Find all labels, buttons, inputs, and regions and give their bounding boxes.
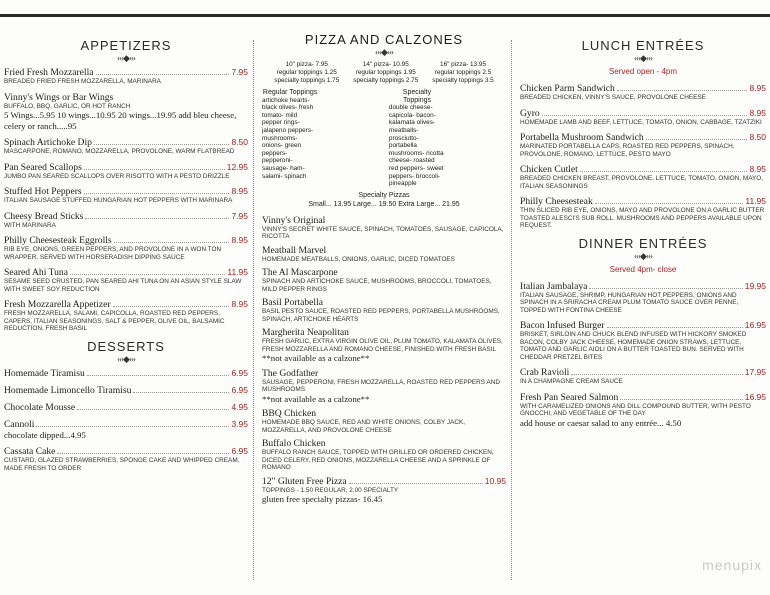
leader-dots: [94, 144, 230, 145]
menu-item: [262, 408, 506, 434]
leader-dots: [607, 327, 743, 328]
ornament-icon: ‹‹‹◆›››: [117, 53, 135, 63]
item-name: The Al Mascarpone: [262, 267, 338, 279]
item-row: [262, 297, 506, 308]
leader-dots: [113, 306, 230, 307]
item-row: [520, 320, 766, 331]
item-desc: MARINATED PORTABELLA CAPS, ROASTED RED PEPPERS, SPINACH, PROVOLONE, ROMANO, LETTUCE, PESTO MAYO: [520, 143, 735, 158]
item-name: Cannoli: [4, 418, 35, 430]
item-row: [4, 402, 248, 413]
item-row: [262, 215, 506, 226]
item-row: [4, 211, 248, 222]
item-name: BBQ Chicken: [262, 408, 317, 420]
size-regular: regular toppings 1.25: [276, 69, 337, 76]
item-name: Fresh Mozzarella Appetizer: [4, 299, 111, 310]
leader-dots: [96, 74, 230, 75]
item-price: 7.95: [231, 210, 248, 221]
item-row: [4, 385, 248, 396]
item-desc: RIB EYE, ONIONS, GREEN PEPPERS, AND PROVOLONE IN A WON TON WRAPPER, SERVED WITH HORSERADISH DIPPING SAUCE: [4, 246, 222, 261]
dinner-served: Served 4pm- close: [609, 264, 677, 274]
pizza-title: PIZZA AND CALZONES: [304, 32, 464, 47]
item-price: 6.95: [231, 384, 248, 395]
item-row: [262, 327, 506, 338]
dinner-list: [520, 281, 766, 429]
item-desc: HOMEMADE BBQ SAUCE, RED AND WHITE ONIONS, COLBY JACK, MOZZARELLA, AND PROVOLONE CHEESE: [262, 419, 465, 434]
regular-toppings: [262, 89, 379, 188]
item-row: [4, 137, 248, 148]
item-name: Stuffed Hot Peppers: [4, 186, 82, 197]
item-name: Homemade Limoncello Tiramisu: [4, 384, 132, 396]
menu-item: [520, 320, 766, 361]
menu-item: [262, 327, 506, 364]
leader-dots: [133, 392, 229, 393]
menu-item: [520, 196, 766, 230]
item-name: Chicken Parm Sandwich: [520, 83, 615, 94]
item-row: [4, 446, 248, 457]
size-specialty: specialty toppings 1.75: [274, 77, 340, 84]
item-row: [262, 368, 506, 379]
leader-dots: [620, 399, 742, 400]
pizza-list: [262, 215, 506, 472]
ornament-icon: ‹‹‹◆›››: [375, 47, 393, 57]
item-row: [4, 235, 248, 246]
dinner-title: DINNER ENTRÉES: [578, 235, 708, 251]
leader-dots: [36, 426, 229, 427]
item-row: [520, 132, 766, 143]
item-price: 7.95: [231, 67, 248, 77]
item-extra: add house or caesar salad to any entrée... 4.50: [520, 417, 682, 428]
item-name: Cassata Cake: [4, 446, 56, 457]
item-desc: FRESH MOZZARELLA, SALAMI, CAPICOLLA, ROASTED RED PEPPERS, CAPERS, ITALIAN SEASONINGS, SALT & PEPPER, OLIVE OIL, BALSAMIC REDUCTION, FRESH BASIL: [4, 310, 225, 332]
item-name: Seared Ahi Tuna: [4, 267, 68, 278]
leader-dots: [617, 90, 748, 91]
size-regular: regular toppings 1.95: [355, 69, 416, 76]
watermark: menupix: [702, 557, 762, 573]
menu-item: [4, 67, 248, 86]
item-name: Gyro: [520, 107, 540, 119]
item-extra: chocolate dipped...4.95: [4, 429, 86, 440]
item-name: Pan Seared Scallops: [4, 161, 82, 173]
item-desc: FRESH GARLIC, EXTRA VIRGIN OLIVE OIL, PLUM TOMATO, KALAMATA OLIVES, FRESH MOZZARELLA AND ROMANO CHEESE, FINISHED WITH FRESH BASIL: [262, 338, 503, 353]
item-price: 16.95: [744, 391, 766, 402]
item-desc: BUFFALO, BBQ, GARLIC, OR HOT RANCH: [4, 102, 131, 110]
menu-item: [4, 211, 248, 230]
item-name: Fresh Pan Seared Salmon: [520, 391, 619, 403]
menu-item: [262, 245, 506, 264]
right-column: [520, 28, 766, 591]
item-desc: WITH CARAMELIZED ONIONS AND DILL COMPOUND BUTTER, WITH PESTO GNOCCHI, AND VEGETABLE OF THE DAY: [520, 402, 751, 417]
leader-dots: [57, 453, 229, 454]
item-desc: CUSTARD, GLAZED STRAWBERRIES, SPONGE CAKE AND WHIPPED CREAM, MADE FRESH TO ORDER: [4, 457, 240, 472]
menu-item: [4, 92, 248, 132]
item-desc: BREADED FRIED FRESH MOZZARELLA, MARINARA: [4, 78, 161, 85]
specialty-toppings: [389, 89, 506, 188]
item-row: [520, 83, 766, 94]
item-row: [262, 408, 506, 419]
item-note: **not available as a calzone**: [262, 353, 370, 364]
menu-item: [262, 215, 506, 241]
item-row: [520, 281, 766, 292]
item-desc: WITH MARINARA: [4, 221, 56, 229]
menu-item: [262, 438, 506, 472]
item-price: 3.95: [231, 418, 248, 429]
item-row: [4, 368, 248, 379]
item-desc: SAUSAGE, PEPPERONI, FRESH MOZZARELLA, ROASTED RED PEPPERS AND MUSHROOMS: [262, 378, 500, 394]
specialty-pizzas-heading: Specialty Pizzas: [358, 191, 410, 199]
item-desc: VINNY'S SECRET WHITE SAUCE, SPINACH, TOMATOES, SAUSAGE, CAPICOLA, RICOTTA: [262, 225, 504, 241]
leader-dots: [646, 139, 748, 140]
menu-item: [262, 267, 506, 293]
item-desc: MASCARPONE, ROMANO, MOZZARELLA, PROVOLONE, WARM FLATBREAD: [4, 148, 235, 155]
item-price: 10.95: [484, 475, 506, 486]
desserts-title: DESSERTS: [87, 338, 165, 354]
menu-item: [520, 367, 766, 386]
menu-item: [4, 299, 248, 333]
item-name: Buffalo Chicken: [262, 438, 326, 450]
item-row: [262, 267, 506, 278]
item-name: The Godfather: [262, 367, 319, 379]
pizza-size: [432, 61, 493, 85]
toppings-block: [262, 89, 506, 188]
leader-dots: [87, 375, 230, 376]
item-name: Basil Portabella: [262, 297, 324, 309]
specialty-toppings-heading: Specialty Toppings: [402, 89, 432, 104]
menu-item: [4, 446, 248, 472]
item-price: 8.50: [231, 137, 248, 147]
item-price: 6.95: [231, 367, 248, 378]
item-row: [4, 186, 248, 197]
item-price: 8.95: [231, 299, 248, 309]
leader-dots: [542, 115, 748, 116]
leader-dots: [77, 409, 229, 410]
ornament-icon: ‹‹‹◆›››: [634, 53, 652, 63]
item-desc: BREADED CHICKEN, VINNY'S SAUCE, PROVOLONE CHEESE: [520, 94, 706, 101]
item-desc: THIN SLICED RIB EYE, ONIONS, MAYO AND PROVOLONE ON A GARLIC BUTTER TOASTED ALESCI'S SUB ROLL. MUSHROOMS AND PEPPERS AVAILABLE UPON REQUEST.: [520, 207, 765, 229]
lunch-served: Served open - 4pm: [608, 67, 678, 76]
item-name: Italian Jambalaya: [520, 280, 588, 292]
leader-dots: [114, 242, 230, 243]
item-price: 16.95: [744, 320, 766, 330]
size-specialty: specialty toppings 3.5: [432, 77, 494, 84]
desserts-list: [4, 368, 248, 473]
item-desc: SESAME SEED CRUSTED, PAN SEARED AHI TUNA ON AN ASIAN STYLE SLAW WITH SWEET SOY REDUCTION: [4, 278, 242, 293]
leader-dots: [589, 288, 742, 289]
leader-dots: [349, 483, 483, 484]
item-row: [520, 164, 766, 175]
pizza-sizes: [262, 61, 506, 85]
item-row: [262, 245, 506, 256]
item-row: [520, 392, 766, 403]
pizza-size: [274, 61, 339, 85]
item-row: [520, 196, 766, 207]
leader-dots: [580, 171, 748, 172]
item-name: Meatball Marvel: [262, 244, 327, 256]
item-price: 19.95: [744, 280, 766, 291]
specialty-toppings-list: double cheese- capicola- bacon- kalamata olives- meatballs- prosciutto- portabella mushrooms- ricotta cheese- roasted red peppers- sweet peppers- broccoli- pineapple: [388, 104, 444, 188]
item-name: Spinach Artichoke Dip: [4, 137, 92, 148]
item-name: Philly Cheesesteak: [520, 196, 593, 207]
leader-dots: [595, 203, 744, 204]
item-desc: HOMEMADE LAMB AND BEEF, LETTUCE, TOMATO, ONION, CABBAGE, TZATZIKI: [520, 118, 762, 126]
item-name: Fried Fresh Mozzarella: [4, 67, 94, 78]
leader-dots: [84, 193, 230, 194]
size-price: 16" pizza- 13.95: [440, 61, 486, 68]
middle-column: [262, 28, 506, 591]
item-name: Cheesy Bread Sticks: [4, 210, 84, 222]
item-desc: JUMBO PAN SEARED SCALLOPS OVER RISOTTO WITH A PESTO DRIZZLE: [4, 172, 230, 180]
item-row: [4, 299, 248, 310]
pizza-size: [353, 61, 418, 85]
item-row: [4, 162, 248, 173]
appetizers-list: [4, 67, 248, 333]
item-price: 11.95: [227, 267, 248, 277]
size-specialty: specialty toppings 2.75: [353, 77, 419, 84]
menu-item: [520, 281, 766, 315]
ornament-icon: ‹‹‹◆›››: [634, 250, 652, 261]
leader-dots: [70, 274, 225, 275]
menu-item: [4, 137, 248, 156]
item-note: **not available as a calzone**: [262, 393, 370, 404]
item-desc: ITALIAN SAUSAGE STUFFED HUNGARIAN HOT PEPPERS WITH MARINARA: [4, 197, 233, 204]
item-name: 12" Gluten Free Pizza: [262, 475, 347, 487]
item-desc: BREADED CHICKEN BREAST, PROVOLONE, LETTUCE, TOMATO, ONION, MAYO, ITALIAN SEASONINGS: [520, 175, 764, 190]
item-extra: gluten free specialty pizzas- 16.45: [262, 494, 383, 505]
item-price: 8.95: [749, 164, 766, 174]
menu-item: [262, 297, 506, 323]
size-price: 14" pizza- 10.95: [362, 61, 409, 68]
regular-toppings-heading: Regular Toppings: [262, 89, 318, 96]
regular-toppings-list: artichoke hearts- black olives- fresh tomato- mild pepper rings- jalapeno peppers- mushrooms- onions- green peppers- pepperoni- sausage- ham- salami- spinach: [262, 96, 314, 180]
menu-item: [4, 186, 248, 205]
menu-item: [4, 162, 248, 181]
item-name: Crab Ravioli: [520, 367, 570, 378]
item-row: [4, 267, 248, 278]
item-price: 17.95: [744, 367, 766, 377]
item-name: Bacon Infused Burger: [520, 320, 605, 331]
appetizers-title: APPETIZERS: [80, 38, 172, 53]
menu-item: [520, 83, 766, 102]
menu-item: [4, 235, 248, 261]
column-divider: [253, 40, 254, 580]
item-row: [262, 438, 506, 449]
specialty-pizzas-prices: Small... 13.95 Large... 19.50 Extra Large... 21.95: [308, 200, 460, 208]
item-desc: BRISKET, SIRLOIN AND CHUCK BLEND INFUSED WITH HICKORY SMOKED BACON, COLBY JACK CHEESE, HOMEMADE ONION STRAWS, LETTUCE, TOMATO AND GARLIC AIOLI ON A BUTTER TOASTED BUN. SERVED WITH CHEDDAR PRETZEL BITES: [520, 331, 747, 361]
leader-dots: [571, 374, 742, 375]
top-rule: [0, 14, 770, 17]
menu-item: [4, 267, 248, 293]
item-name: Margherita Neapolitan: [262, 327, 349, 339]
menu-item: [262, 368, 506, 405]
item-name: Chocolate Mousse: [4, 401, 76, 413]
item-name: Vinny's Wings or Bar Wings: [4, 91, 114, 103]
size-regular: regular toppings 2.5: [434, 69, 492, 76]
item-name: Homemade Tiramisu: [4, 367, 85, 379]
leader-dots: [85, 218, 229, 219]
menu-item: [520, 392, 766, 429]
item-price: 11.95: [745, 196, 766, 206]
menu-item: [520, 132, 766, 158]
lunch-title: LUNCH ENTRÉES: [581, 38, 705, 53]
lunch-list: [520, 83, 766, 230]
menu-item: [520, 108, 766, 127]
menu-item: [4, 419, 248, 441]
column-divider: [511, 40, 512, 580]
item-desc: BASIL PESTO SAUCE, ROASTED RED PEPPERS, PORTABELLA MUSHROOMS, SPINACH, ARTICHOKE HEARTS: [262, 308, 500, 323]
item-price: 12.95: [226, 161, 248, 172]
specialty-pizzas: [262, 191, 506, 209]
item-row: [520, 367, 766, 378]
item-price: 8.95: [749, 83, 766, 93]
left-column: [4, 28, 248, 591]
item-desc: TOPPINGS - 1.50 REGULAR, 2.00 SPECIALTY: [262, 486, 399, 494]
item-price: 6.95: [231, 446, 248, 456]
item-desc: HOMEMADE MEATBALLS, ONIONS, GARLIC, DICED TOMATOES: [262, 255, 455, 263]
item-name: Chicken Cutlet: [520, 164, 578, 175]
menu-item: [4, 402, 248, 413]
item-row: [4, 67, 248, 78]
item-price: 4.95: [231, 401, 248, 412]
item-desc: SPINACH AND ARTICHOKE SAUCE, MUSHROOMS, BROCCOLI, TOMATOES, MILD PEPPER RINGS: [262, 278, 492, 293]
menu-item: [4, 368, 248, 379]
size-price: 10" pizza- 7.95: [285, 61, 328, 68]
item-row: [4, 92, 248, 103]
gluten-free-item: [262, 476, 506, 505]
item-price: 8.95: [749, 107, 766, 118]
menu-item: [4, 385, 248, 396]
item-desc: IN A CHAMPAGNE CREAM SAUCE: [520, 378, 623, 385]
item-name: Portabella Mushroom Sandwich: [520, 132, 644, 143]
item-price: 8.95: [231, 235, 248, 245]
item-row: [520, 108, 766, 119]
item-desc: BUFFALO RANCH SAUCE, TOPPED WITH GRILLED OR ORDERED CHICKEN, DICED CELERY, RED ONIONS, MOZZARELLA CHEESE AND A SPRINKLE OF ROMANO: [262, 449, 494, 472]
menu-item: [520, 164, 766, 190]
item-desc: ITALIAN SAUSAGE, SHRIMP, HUNGARIAN HOT PEPPERS, ONIONS AND SPINACH IN A SRIRACHA CREAM PLUM TOMATO SAUCE OVER PENNE, TOPPED WITH FONTINA CHEESE: [520, 291, 739, 314]
ornament-icon: ‹‹‹◆›››: [117, 353, 135, 364]
item-price: 8.95: [231, 186, 248, 196]
item-row: [4, 419, 248, 430]
item-price: 8.50: [749, 132, 766, 142]
item-name: Vinny's Original: [262, 214, 326, 226]
item-name: Philly Cheesesteak Eggrolls: [4, 235, 112, 246]
leader-dots: [84, 169, 225, 170]
item-extra: 5 Wings...5.95 10 wings...10.95 20 wings...19.95 add bleu cheese, celery or ranch.....95: [4, 110, 237, 131]
